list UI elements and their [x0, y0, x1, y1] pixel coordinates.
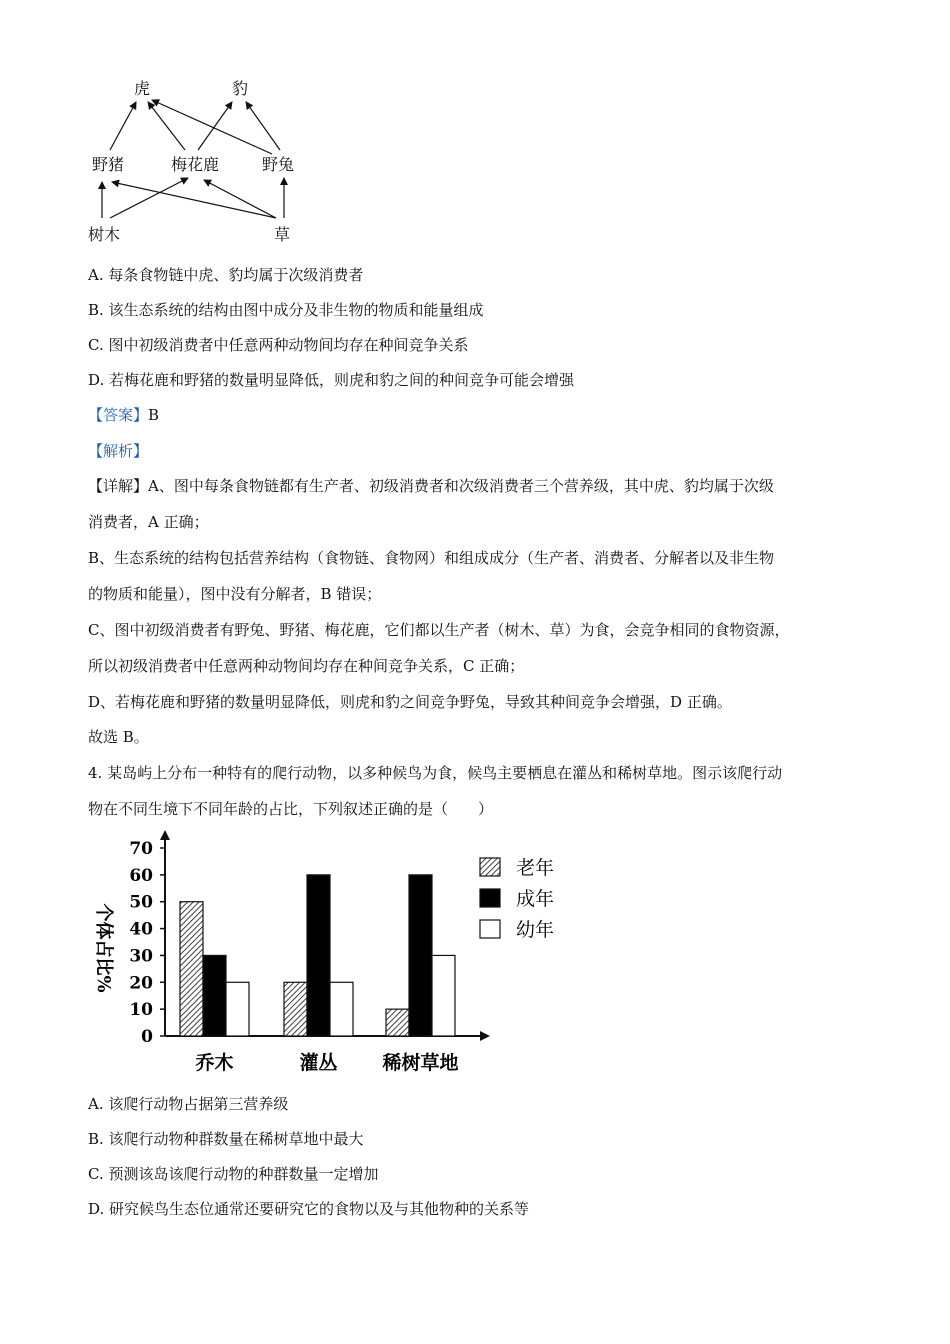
- detail-line-6: 所以初级消费者中任意两种动物间均存在种间竞争关系，C 正确；: [88, 657, 525, 675]
- detail-line-1: [88, 476, 774, 496]
- bar-2-1: [409, 875, 432, 1036]
- bar-2-2: [432, 955, 455, 1036]
- bar-1-1: [307, 875, 330, 1036]
- legend-label: 老年: [516, 857, 555, 879]
- arrow-grass-to-deer: [204, 180, 276, 218]
- detail-line-5: C、图中初级消费者有野兔、野猪、梅花鹿，它们都以生产者（树木、草）为食，会竞争相同的食物资源，: [88, 621, 790, 639]
- y-axis-arrow: [160, 830, 170, 840]
- arrow-rabbit-to-leopard: [246, 102, 280, 150]
- answer-tag: 【答案】: [88, 406, 149, 424]
- legend-label: 幼年: [516, 919, 555, 941]
- food-web-diagram: [80, 70, 320, 250]
- node-grass: 草: [273, 225, 291, 244]
- legend-swatch: [480, 920, 500, 938]
- detail-line-7: D、若梅花鹿和野猪的数量明显降低，则虎和豹之间竞争野兔，导致其种间竞争会增强，D 正确。: [88, 693, 732, 711]
- bar-1-2: [330, 982, 353, 1036]
- detail-line-8: 故选 B。: [88, 728, 149, 746]
- bar-1-0: [284, 982, 307, 1036]
- bar-0-0: [180, 902, 203, 1036]
- y-tick-label: 30: [129, 946, 153, 967]
- detail-text-1: A、图中每条食物链都有生产者、初级消费者和次级消费者三个营养级，其中虎、豹均属于次级: [148, 477, 774, 495]
- x-category-label: 灌丛: [299, 1052, 338, 1074]
- y-tick-label: 50: [129, 892, 153, 913]
- q4-option-d: D. 研究候鸟生态位通常还要研究它的食物以及与其他物种的关系等: [88, 1200, 530, 1218]
- arrow-boar-to-tiger: [110, 102, 136, 150]
- legend-swatch: [480, 889, 500, 907]
- bar-2-0: [386, 1009, 409, 1036]
- legend-swatch: [480, 858, 500, 876]
- detail-line-4: 的物质和能量），图中没有分解者，B 错误；: [88, 585, 382, 603]
- age-structure-chart: [80, 828, 580, 1088]
- node-rabbit: 野兔: [261, 155, 295, 174]
- node-leopard: 豹: [231, 79, 249, 98]
- answer-line: [88, 405, 159, 425]
- x-category-label: 稀树草地: [382, 1052, 459, 1074]
- analysis-tag: 【解析】: [88, 442, 149, 460]
- y-tick-label: 40: [129, 919, 153, 940]
- x-category-label: 乔木: [195, 1052, 234, 1074]
- q4-option-a: A. 该爬行动物占据第三营养级: [88, 1095, 289, 1113]
- node-boar: 野猪: [91, 155, 125, 174]
- arrow-grass-to-boar: [112, 182, 276, 218]
- detail-tag: 【详解】: [88, 477, 149, 495]
- node-tiger: 虎: [133, 79, 151, 98]
- y-tick-label: 0: [141, 1027, 153, 1047]
- y-tick-label: 20: [129, 973, 153, 994]
- bar-0-1: [203, 955, 226, 1036]
- answer-value: B: [148, 406, 160, 424]
- x-axis-arrow: [480, 1031, 490, 1041]
- detail-line-3: B、生态系统的结构包括营养结构（食物链、食物网）和组成成分（生产者、消费者、分解者以及非生物: [88, 549, 775, 567]
- arrow-deer-to-leopard: [198, 102, 232, 150]
- y-tick-label: 10: [129, 1000, 153, 1021]
- node-deer: 梅花鹿: [170, 155, 220, 174]
- legend-label: 成年: [516, 888, 555, 910]
- node-tree: 树木: [87, 225, 121, 244]
- q4-stem-line-1: 4. 某岛屿上分布一种特有的爬行动物，以多种候鸟为食，候鸟主要栖息在灌丛和稀树草地。图示该爬行动: [88, 764, 783, 782]
- detail-line-2: 消费者，A 正确；: [88, 513, 209, 531]
- y-tick-label: 70: [129, 839, 153, 859]
- q3-option-b: B. 该生态系统的结构由图中成分及非生物的物质和能量组成: [88, 301, 484, 319]
- y-tick-label: 60: [129, 865, 153, 886]
- arrow-deer-to-tiger: [148, 102, 185, 150]
- q3-option-c: C. 图中初级消费者中任意两种动物间均存在种间竞争关系: [88, 336, 469, 354]
- q4-option-b: B. 该爬行动物种群数量在稀树草地中最大: [88, 1130, 364, 1148]
- q3-option-d: D. 若梅花鹿和野猪的数量明显降低，则虎和豹之间的种间竞争可能会增强: [88, 371, 575, 389]
- bar-0-2: [226, 982, 249, 1036]
- q4-stem-line-2: 物在不同生境下不同年龄的占比，下列叙述正确的是（ ）: [88, 800, 494, 818]
- q3-option-a: A. 每条食物链中虎、豹均属于次级消费者: [88, 266, 364, 284]
- q4-option-c: C. 预测该岛该爬行动物的种群数量一定增加: [88, 1165, 379, 1183]
- y-axis-label: 个体占比%: [93, 903, 114, 993]
- arrow-rabbit-to-tiger: [152, 100, 272, 154]
